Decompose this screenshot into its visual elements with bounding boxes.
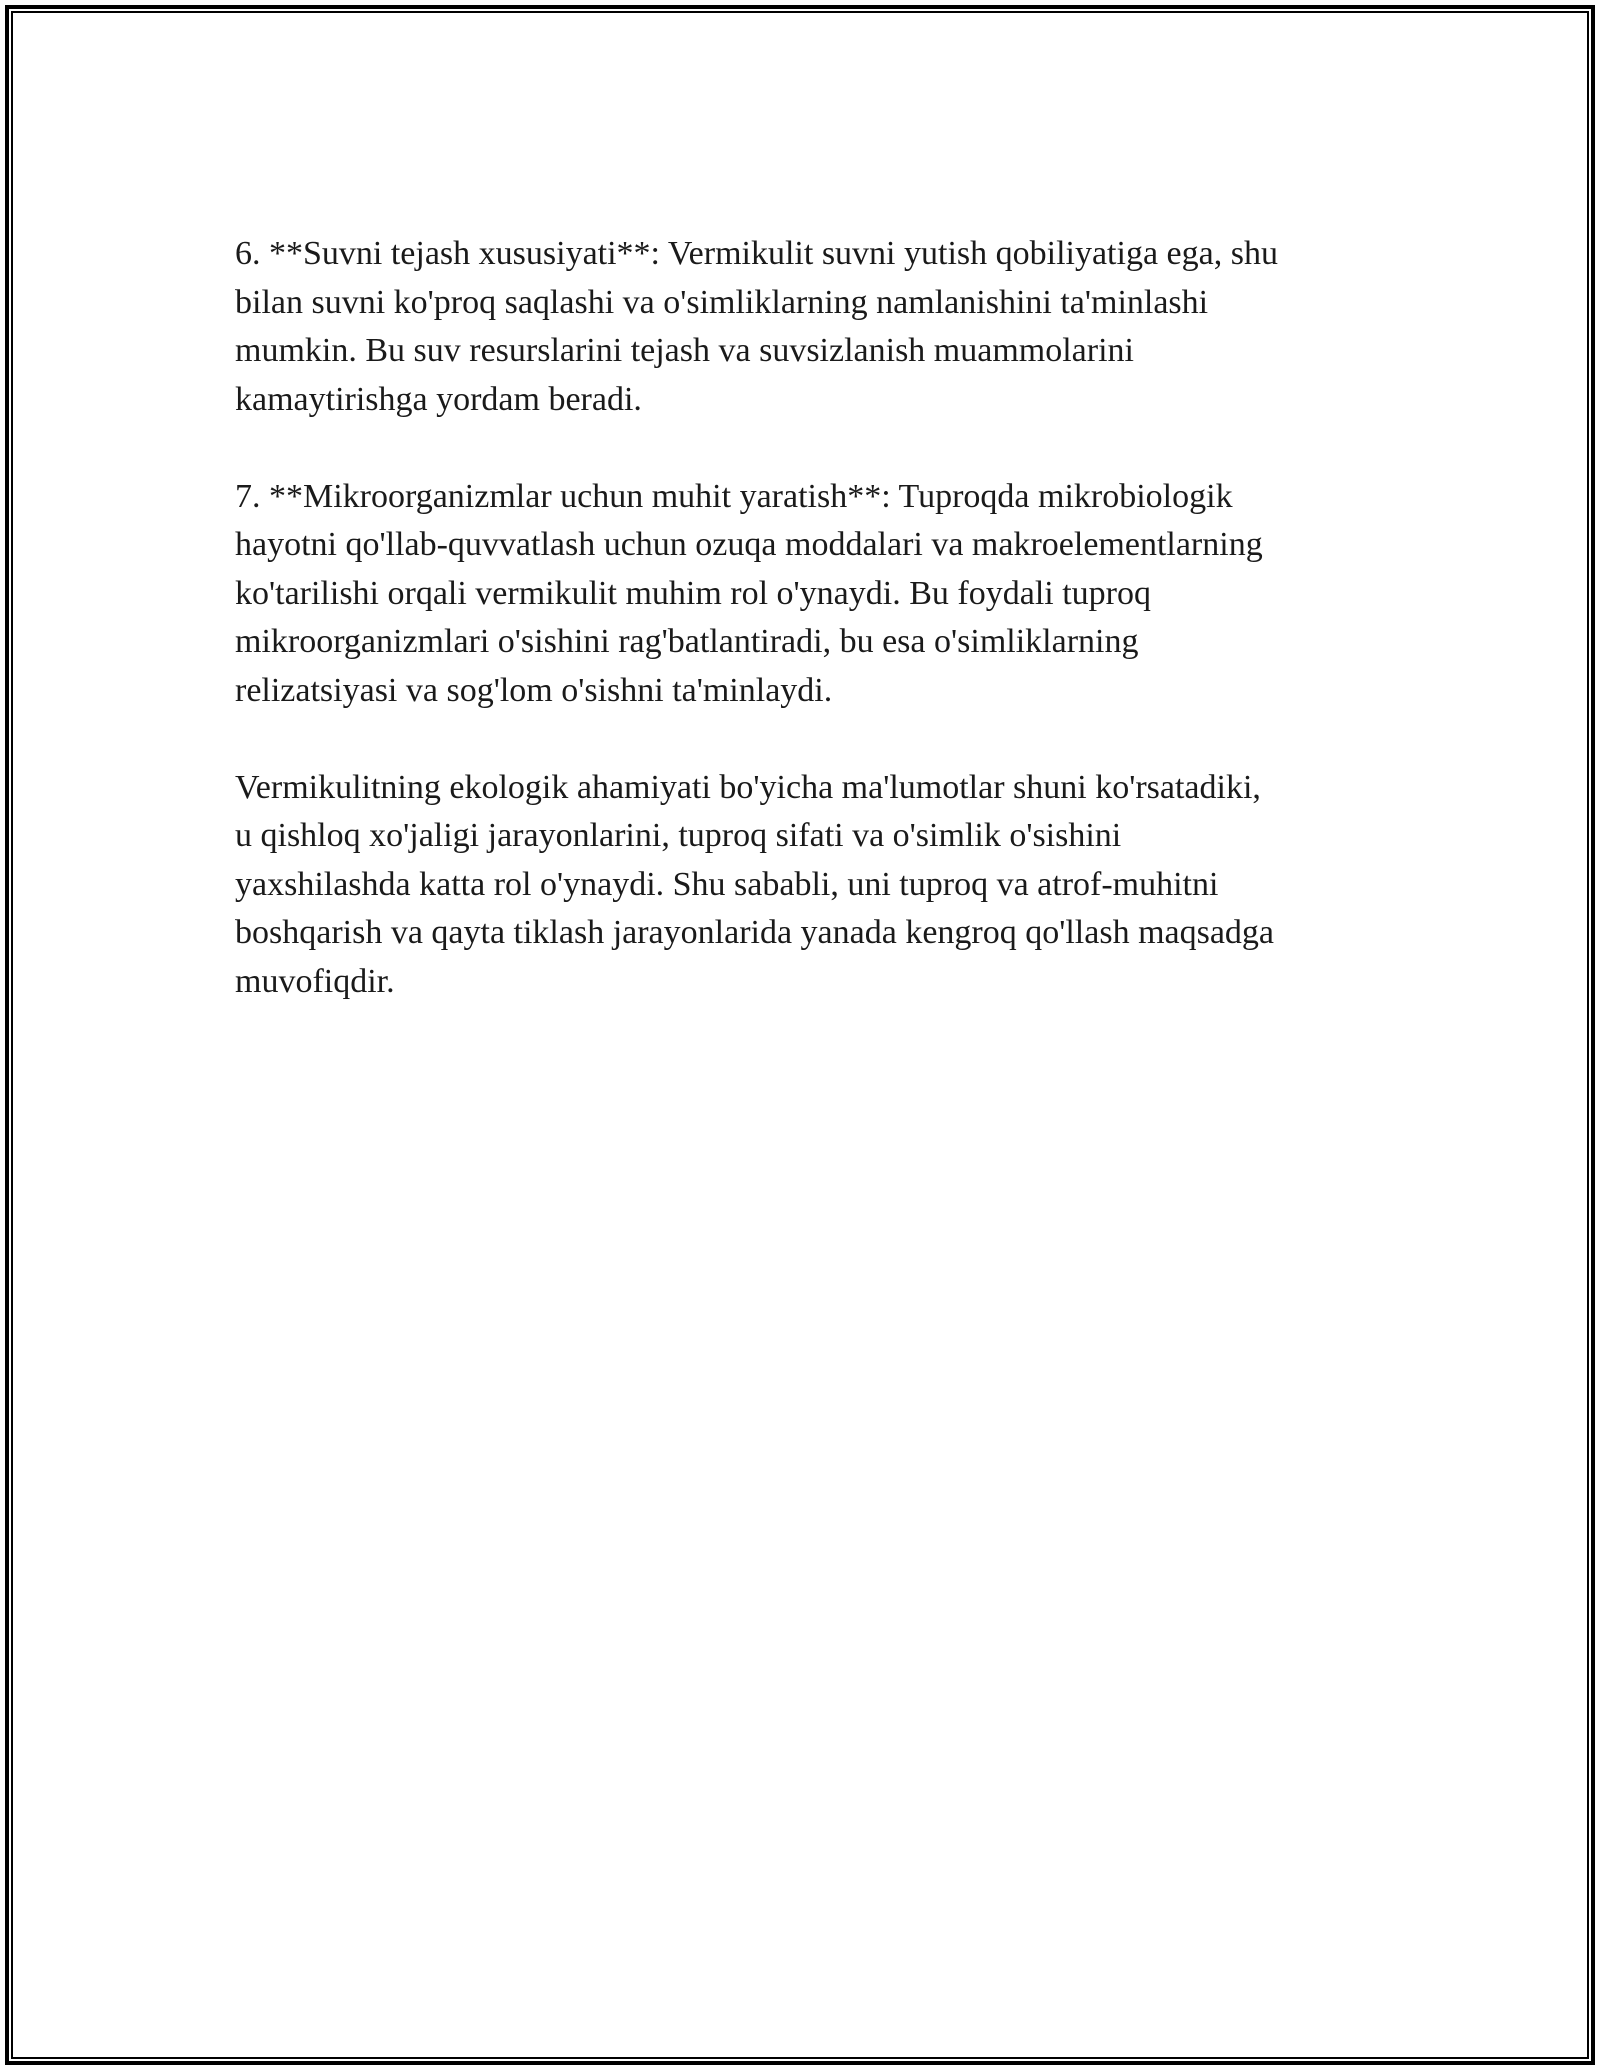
text-line: boshqarish va qayta tiklash jarayonlarida yanada kengroq qo'llash maqsadga [235,914,1275,951]
paragraph-conclusion [235,764,1385,1007]
text-line: yaxshilashda katta rol o'ynaydi. Shu sababli, uni tuproq va atrof-muhitni [235,865,1219,903]
paragraph-water-saving [235,230,1385,424]
text-line: u qishloq xo'jaligi jarayonlarini, tuproq sifati va o'simlik o'sishini [235,817,1122,854]
text-line: relizatsiyasi va sog'lom o'sishni ta'minlaydi. [235,671,833,709]
document-body [235,230,1385,1055]
text-line: kamaytirishga yordam beradi. [235,380,642,418]
text-line: Vermikulitning ekologik ahamiyati bo'yicha ma'lumotlar shuni ko'rsatadiki, [235,768,1261,806]
text-line: 7. **Mikroorganizmlar uchun muhit yaratish**: Tuproqda mikrobiologik [235,477,1233,515]
text-line: bilan suvni ko'proq saqlashi va o'simliklarning namlanishini ta'minlashi [235,283,1209,321]
text-line: ko'tarilishi orqali vermikulit muhim rol o'ynaydi. Bu foydali tuproq [235,574,1151,612]
text-line: muvofiqdir. [235,962,395,1000]
text-line: hayotni qo'llab-quvvatlash uchun ozuqa moddalari va makroelementlarning [235,526,1263,563]
text-line: 6. **Suvni tejash xususiyati**: Vermikulit suvni yutish qobiliyatiga ega, shu [235,235,1278,272]
text-line: mikroorganizmlari o'sishini rag'batlantiradi, bu esa o'simliklarning [235,623,1139,660]
text-line: mumkin. Bu suv resurslarini tejash va suvsizlanish muammolarini [235,332,1134,369]
paragraph-microorganisms [235,473,1385,716]
